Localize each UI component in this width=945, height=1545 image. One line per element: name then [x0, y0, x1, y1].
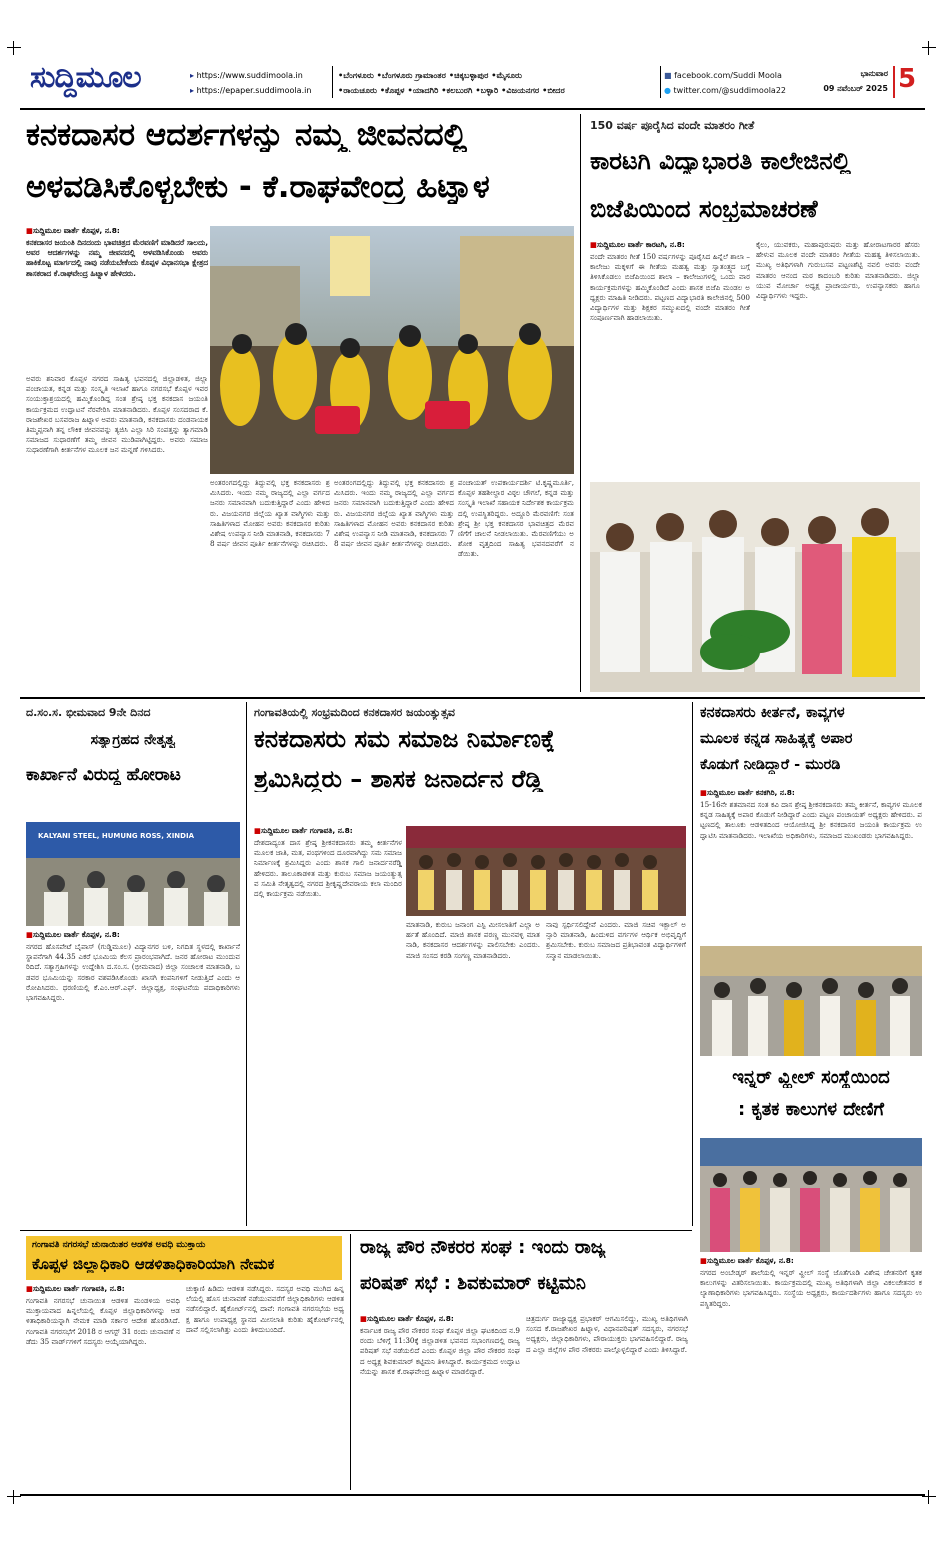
inner-wheel-photo-graphic	[700, 1138, 922, 1252]
inner-wheel-photo	[700, 1138, 922, 1252]
keertane-body: 15-16ನೇ ಶತಮಾನದ ಸಂತ ಕವಿ ದಾಸ ಶ್ರೇಷ್ಠ ಶ್ರೀಕನಕದಾಸರು ತಮ್ಮ ಕೀರ್ತನೆ, ಕಾವ್ಯಗಳ ಮೂಲಕ ಕನ್ನಡ ಸಾಹಿತ್ಯಕ್ಕೆ ಅಪಾರ ಕೊಡುಗೆ ನೀಡಿದ್ದಾರೆ ಎಂದು ಪಟ್ಟಣ ಪಂಚಾಯತ್ ಅಧ್ಯಕ್ಷರು ಹೇಳಿದರು. ಪಟ್ಟಣದಲ್ಲಿ ತಾಲೂಕು ಆಡಳಿತದಿಂದ ಆಯೋಜಿಸಿದ್ದ ಶ್ರೀ ಕನಕದಾಸರ ಜಯಂತಿ ಕಾರ್ಯಕ್ರಮ ಉದ್ಘಾಟಿಸಿ ಮಾತನಾಡಿದರು. ಇಲಾಖೆಯ ಅಧಿಕಾರಿಗಳು, ಸಮಾಜದ ಮುಖಂಡರು ಭಾಗವಹಿಸಿದ್ದರು.	[700, 800, 922, 840]
tree-planting-graphic	[590, 482, 920, 692]
state-employees-byline: ಸುದ್ದಿಮೂಲ ವಾರ್ತೆ ಕೊಪ್ಪಳ, ನ.8:	[366, 1314, 454, 1323]
page-number: 5	[898, 64, 917, 94]
twitter-link[interactable]: twitter.com/@suddimoola22	[673, 86, 787, 95]
kanakadasa-body-col1: ಅವರು ಶನಿವಾರ ಕೊಪ್ಪಳ ನಗರದ ಸಾಹಿತ್ಯ ಭವನದಲ್ಲಿ ಜಿಲ್ಲಾಡಳಿತ, ಜಿಲ್ಲಾ ಪಂಚಾಯತ, ಕನ್ನಡ ಮತ್ತು ಸಂಸ್ಕೃತಿ ಇಲಾಖೆ ಹಾಗೂ ನಗರಸಭೆ ಕೊಪ್ಪಳ ಇವರ ಸಂಯುಕ್ತಾಶ್ರಯದಲ್ಲಿ ಹಮ್ಮಿಕೊಂಡಿದ್ದ ಸಂತ ಶ್ರೇಷ್ಠ ಭಕ್ತ ಕನಕದಾಸ ಜಯಂತಿ ಕಾರ್ಯಕ್ರಮದ ಉದ್ಘಾಟನೆ ನೆರವೇರಿಸಿ ಮಾತನಾಡಿದರು. ಕೊಪ್ಪಳ ಸಂಸದರಾದ ಕೆ.ರಾಜಶೇಖರ ಬಸವರಾಜ ಹಿಟ್ನಾಳ ಅವರು ಮಾತನಾಡಿ, ಕನಕದಾಸರು ದಂಡನಾಯಕ ತಿಮ್ಮಪ್ಪನಾಗಿ ತನ್ನ ಲೌಕಿಕ ಜೀವನವನ್ನು ತ್ಯಜಿಸಿ ಎಲ್ಲಾ ಸಿರಿ ಸಂಪತ್ತನ್ನು ತ್ಯಾಗಮಾಡಿ ಸಮಾಜದ ಸುಧಾರಣೆಗೆ ತಮ್ಮ ಜೀವನ ಮುಡಿಪಾಗಿಟ್ಟಿದ್ದರು. ಅವರು ಸಮಾಜ ಸುಧಾರಣೆಗಾಗಿ ಕೀರ್ತನೆಗಳ ಮೂಲಕ ಜನ ಮನ್ನಣೆ ಗಳಿಸಿದರು.	[26, 374, 208, 455]
registration-mark	[922, 41, 936, 55]
district-collector-headline-box	[26, 1236, 342, 1280]
bheemavada-kicker: ದ.ಸಂ.ಸ. ಭೀಮವಾದ 9ನೇ ದಿನದ	[26, 706, 151, 719]
kanakadasa-col1: ■ಸುದ್ದಿಮೂಲ ವಾರ್ತೆ ಕೊಪ್ಪಳ, ನ.8: ಕನಕದಾಸರ ಜಯಂತಿ ದಿನದಂದು ಭಾವಚಿತ್ರದ ಮೆರವಣಿಗೆ ಮಾಡಿದರೆ ಸಾಲದು, ಅವರ ಆದರ್ಶಗಳನ್ನು ನಮ್ಮ ಜೀವನದಲ್ಲಿ ಅಳವಡಿಸಿಕೊಂಡು ಅವರು ಹಾಕಿಕೊಟ್ಟ ಮಾರ್ಗದಲ್ಲಿ ನಾವು ನಡೆಯಬೇಕೆಂದು ಕೊಪ್ಪಳ ವಿಧಾನಸಭಾ ಕ್ಷೇತ್ರದ ಶಾಸಕರಾದ ಕೆ.ರಾಘವೇಂದ್ರ ಹಿಟ್ನಾಳ ಹೇಳಿದರು. ಅವರು ಶನಿವಾರ ಕೊಪ್ಪಳ ನಗರದ ಸಾಹಿತ್ಯ ಭವನದಲ್ಲಿ ಜಿಲ್ಲಾಡಳಿತ, ಜಿಲ್ಲಾ ಪಂಚಾಯತ, ಕನ್ನಡ ಮತ್ತು ಸಂಸ್ಕೃತಿ ಇಲಾಖೆ ಹಾಗೂ ನಗರಸಭೆ ಕೊಪ್ಪಳ ಇವರ ಸಂಯುಕ್ತಾಶ್ರಯದಲ್ಲಿ ಹಮ್ಮಿಕೊಂಡಿದ್ದ ಸಂತ ಶ್ರೇಷ್ಠ ಭಕ್ತ ಕನಕದಾಸ ಜಯಂತಿ ಕಾರ್ಯಕ್ರಮದ ಉದ್ಘಾಟನೆ ನೆರವೇರಿಸಿ ಮಾತನಾಡಿದರು. ಕೊಪ್ಪಳ ಸಂಸದರಾದ ಕೆ.ರಾಜಶೇಖರ ಬಸವರಾಜ ಹಿಟ್ನಾಳ ಅವರು ಮಾತನಾಡಿ, ಕನಕದಾಸರು ದಂಡನಾಯಕ ತಿಮ್ಮಪ್ಪನಾಗಿ ತನ್ನ ಲೌಕಿಕ ಜೀವನವನ್ನು ತ್ಯಜಿಸಿ ಎಲ್ಲಾ ಸಿರಿ ಸಂಪತ್ತನ್ನು ತ್ಯಾಗಮಾಡಿ ಸಮಾಜದ ಸುಧಾರಣೆಗೆ ತಮ್ಮ ಜೀವನ ಮುಡಿಪಾಗಿಟ್ಟಿದ್ದರು. ಅವರು ಸಮಾಜ ಸುಧಾರಣೆಗಾಗಿ ಕೀರ್ತನೆಗಳ ಮೂಲಕ ಜನ ಮನ್ನಣೆ ಗಳಿಸಿದರು.	[26, 226, 208, 690]
twitter-icon: ●	[664, 86, 674, 95]
web-links	[190, 68, 325, 98]
felicitation-photo-graphic	[406, 826, 686, 916]
samasamaja-headline-line1: ಕನಕದಾಸರು ಸಮ ಸಮಾಜ ನಿರ್ಮಾಣಕ್ಕೆ	[254, 726, 555, 753]
state-employees-col1: ■ಸುದ್ದಿಮೂಲ ವಾರ್ತೆ ಕೊಪ್ಪಳ, ನ.8: ಕರ್ನಾಟಕ ರಾಜ್ಯ ಪೌರ ನೌಕರರ ಸಂಘ ಕೊಪ್ಪಳ ಜಿಲ್ಲಾ ಘಟಕದಿಂದ ನ.9 ರಂದು ಬೆಳಿಗ್ಗೆ 11:30ಕ್ಕೆ ಜಿಲ್ಲಾಡಳಿತ ಭವನದ ಸಭಾಂಗಣದಲ್ಲಿ ರಾಜ್ಯ ಪರಿಷತ್ ಸಭೆ ನಡೆಯಲಿದೆ ಎಂದು ಕೊಪ್ಪಳ ಜಿಲ್ಲಾ ಪೌರ ನೌಕರರ ಸಂಘದ ಅಧ್ಯಕ್ಷ ಶಿವಕುಮಾರ್ ಕಟ್ಟಿಮನಿ ತಿಳಿಸಿದ್ದಾರೆ. ಕಾರ್ಯಕ್ರಮದ ಉದ್ಘಾಟನೆಯನ್ನು ಶಾಸಕ ಕೆ.ರಾಘವೇಂದ್ರ ಹಿಟ್ನಾಳ ಮಾಡಲಿದ್ದಾರೆ.	[360, 1314, 520, 1490]
keertane-event-photo	[700, 946, 922, 1056]
vande-mataram-body-col2: ಕೈಲು, ಯುವಕರು, ಮಹಾಪುರುಷರು ಮತ್ತು ಹೋರಾಟಗಾರರ ಹೆಸರು ಹೇಳುವ ಮೂಲಕ ವಂದೇ ಮಾತರಂ ಗೀತೆಯ ಮಹತ್ವ ತಿಳಿಸಲಾಯಿತು. ಮುಖ್ಯ ಅತಿಥಿಗಳಾಗಿ ಗುರುಬಸವ ಪಟ್ಟಣಶೆಟ್ಟಿ ನವಲಿ ಅವರು ವಂದೇ ಮಾತರಂ ಆನಂದ ಮಠ ಕಾದಂಬರಿ ಕುರಿತು ಮಾತನಾಡಿದರು. ಜಿಲ್ಲಾ ಯುವ ಮೋರ್ಚಾ ಅಧ್ಯಕ್ಷ ಪ್ರಾಚಾರ್ಯರು, ಉಪನ್ಯಾಸಕರು ಹಾಗೂ ವಿದ್ಯಾರ್ಥಿಗಳು ಇದ್ದರು.	[756, 240, 920, 301]
district-collector-kicker: ಗಂಗಾವತಿ ನಗರಸಭೆ ಚುನಾಯಿತರ ಆಡಳಿತ ಅವಧಿ ಮುಕ್ತಾಯ	[32, 1240, 206, 1250]
procession-photo-graphic	[210, 226, 574, 474]
district-collector-byline: ಸುದ್ದಿಮೂಲ ವಾರ್ತೆ ಗಂಗಾವತಿ, ನ.8:	[32, 1284, 125, 1293]
kanakadasa-col2	[210, 478, 330, 678]
vande-mataram-col2	[756, 240, 920, 480]
social-links	[664, 68, 806, 98]
state-employees-body-col2: ಚಿತ್ರದುರ್ಗ ರಾಜ್ಯಾಧ್ಯಕ್ಷ ಪ್ರಭಾಕರ್ ಆಗಮಿಸಲಿದ್ದು, ಮುಖ್ಯ ಅತಿಥಿಗಳಾಗಿ ಸಂಸದ ಕೆ.ರಾಜಶೇಖರ ಹಿಟ್ನಾಳ, ವಿಧಾನಪರಿಷತ್ ಸದಸ್ಯರು, ನಗರಸಭೆ ಅಧ್ಯಕ್ಷರು, ಜಿಲ್ಲಾಧಿಕಾರಿಗಳು, ಪೌರಾಯುಕ್ತರು ಭಾಗವಹಿಸಲಿದ್ದಾರೆ. ರಾಜ್ಯದ ಎಲ್ಲಾ ಜಿಲ್ಲೆಗಳ ಪೌರ ನೌಕರರು ಪಾಲ್ಗೊಳ್ಳಲಿದ್ದಾರೆ ಎಂದು ತಿಳಿಸಿದ್ದಾರೆ.	[526, 1314, 688, 1354]
vande-mataram-kicker: 150 ವರ್ಷ ಪೂರೈಸಿದ ವಂದೇ ಮಾತರಂ ಗೀತೆ	[590, 119, 755, 132]
inner-wheel-body-wrapper: ■ಸುದ್ದಿಮೂಲ ವಾರ್ತೆ ಕೊಪ್ಪಳ, ನ.8: ನಗರದ ಅಂಬೇಡ್ಕರ್ ಶಾಲೆಯಲ್ಲಿ ಇನ್ನರ್ ವ್ಹೀಲ್ ಸಂಸ್ಥೆ ಜೊತೆಗೂಡಿ ವಿಶೇಷ ಚೇತನರಿಗೆ ಕೃತಕ ಕಾಲುಗಳನ್ನು ವಿತರಿಸಲಾಯಿತು. ಕಾರ್ಯಕ್ರಮದಲ್ಲಿ ಮುಖ್ಯ ಅತಿಥಿಗಳಾಗಿ ಜಿಲ್ಲಾ ವಿಕಲಚೇತನರ ಕಲ್ಯಾಣಾಧಿಕಾರಿಗಳು ಭಾಗವಹಿಸಿದ್ದರು. ಸಂಸ್ಥೆಯ ಅಧ್ಯಕ್ಷರು, ಕಾರ್ಯದರ್ಶಿಗಳು ಹಾಗೂ ಸದಸ್ಯರು ಉಪಸ್ಥಿತರಿದ್ದರು.	[700, 1256, 922, 1498]
samasamaja-headline-line2: ಶ್ರಮಿಸಿದ್ದರು – ಶಾಸಕ ಜನಾರ್ದನ ರೆಡ್ಡಿ	[254, 766, 544, 793]
keertane-headline-line1: ಕನಕದಾಸರು ಕೀರ್ತನೆ, ಕಾವ್ಯಗಳ	[700, 706, 845, 721]
vande-mataram-byline: ಸುದ್ದಿಮೂಲ ವಾರ್ತೆ ಕಾರಟಗಿ, ನ.8:	[596, 240, 685, 249]
samasamaja-col2	[406, 920, 540, 1222]
bheemavada-body: ನಗರದ ಹೊಸಪೇಟೆ ಬೈಪಾಸ್ (ಗುಡ್ಡಿಮೂಲ) ವಿದ್ಯಾನಗರ ಬಳಿ, ನಿಗದಿತ ಸ್ಥಳದಲ್ಲಿ ಕಾರ್ಖಾನೆ ಸ್ಥಾಪನೆಗಾಗಿ 44.35 ಎಕರೆ ಭೂಮಿಯ ಕೆಲಸ ಪ್ರಾರಂಭವಾಗಿದೆ. ಜನರ ಹೋರಾಟ ಮುಂದುವರಿದಿದೆ. ಸತ್ಯಾಗ್ರಹಿಗಳನ್ನು ಉದ್ದೇಶಿಸಿ ದ.ಸಂ.ಸ. (ಭೀಮವಾದ) ಜಿಲ್ಲಾ ಸಂಚಾಲಕ ಮಾತನಾಡಿ, ಬಡವರ ಭೂಮಿಯನ್ನು ಸರಕಾರ ವಶಪಡಿಸಿಕೊಂಡು ಖಾಸಗಿ ಕಂಪನಿಗಳಿಗೆ ನೀಡುತ್ತಿದೆ ಎಂದು ಆರೋಪಿಸಿದರು. ಧರಣಿಯಲ್ಲಿ ಕೆ.ಎಂ.ಆರ್.ಎಫ್. ಜಿಲ್ಲಾಧ್ಯಕ್ಷ, ಸಂಘಟನೆಯ ಪದಾಧಿಕಾರಿಗಳು ಭಾಗವಹಿಸಿದ್ದರು.	[26, 942, 240, 1003]
issue-date	[820, 66, 888, 96]
district-collector-body-col1: ಗಂಗಾವತಿ ನಗರಸಭೆ ಚುನಾಯಿತ ಆಡಳಿತ ಮಂಡಳಿಯ ಅವಧಿ ಮುಕ್ತಾಯವಾದ ಹಿನ್ನಲೆಯಲ್ಲಿ ಕೊಪ್ಪಳ ಜಿಲ್ಲಾಧಿಕಾರಿಗಳನ್ನು ಆಡಳಿತಾಧಿಕಾರಿಯನ್ನಾಗಿ ನೇಮಕ ಮಾಡಿ ಸರ್ಕಾರ ಆದೇಶ ಹೊರಡಿಸಿದೆ. ಗಂಗಾವತಿ ನಗರಸಭೆಗೆ 2018 ರ ಆಗಸ್ಟ್ 31 ರಂದು ಚುನಾವಣೆ ನಡೆದು 35 ವಾರ್ಡ್‌ಗಳಿಗೆ ಸದಸ್ಯರು ಆಯ್ಕೆಯಾಗಿದ್ದರು.	[26, 1296, 180, 1346]
vande-mataram-headline-line2: ಬಿಜೆಪಿಯಿಂದ ಸಂಭ್ರಮಾಚರಣೆ	[590, 196, 818, 223]
vande-mataram-body-col1: ವಂದೇ ಮಾತರಂ ಗೀತೆ 150 ವರ್ಷಗಳನ್ನು ಪೂರೈಸಿದ ಹಿನ್ನೆಲೆ ಶಾಲಾ – ಕಾಲೇಜು ಮಕ್ಕಳಿಗೆ ಈ ಗೀತೆಯ ಮಹತ್ವ ಮತ್ತು ಸ್ವಾತಂತ್ರ್ಯದ ಬಗ್ಗೆ ತಿಳಿಸಿಕೊಡಲು ಬಿಜೆಪಿಯಿಂದ ಶಾಲಾ – ಕಾಲೇಜುಗಳಲ್ಲಿ ಒಂದು ವಾರ ಕಾರ್ಯಕ್ರಮಗಳನ್ನು ಹಮ್ಮಿಕೊಂಡಿದೆ ಎಂದು ಶಾಸಕ ಬಿಜೆಪಿ ಮಂಡಲ ಅಧ್ಯಕ್ಷರು ಮಾಹಿತಿ ನೀಡಿದರು. ಪಟ್ಟಣದ ವಿದ್ಯಾಭಾರತಿ ಕಾಲೇಜಿನಲ್ಲಿ 500 ವಿದ್ಯಾರ್ಥಿಗಳ ಮತ್ತು ಶಿಕ್ಷಕರ ಸಮ್ಮುಖದಲ್ಲಿ ವಂದೇ ಮಾತರಂ ಗೀತೆ ಸಂಪೂರ್ಣವಾಗಿ ಹಾಡಲಾಯಿತು.	[590, 252, 750, 323]
globe-icon: ▸	[190, 71, 197, 80]
samasamaja-col1: ■ಸುದ್ದಿಮೂಲ ವಾರ್ತೆ ಗಂಗಾವತಿ, ನ.8: ದೇಶದಾದ್ಯಂತ ದಾಸ ಶ್ರೇಷ್ಠ ಶ್ರೀಕನಕದಾಸರು ತಮ್ಮ ಕೀರ್ತನೆಗಳ ಮೂಲಕ ಜಾತಿ, ಮತ, ಪಂಥಗಳಿಂದ ದೂರವಾಗಿದ್ದು ಸಮ ಸಮಾಜ ನಿರ್ಮಾಣಕ್ಕೆ ಶ್ರಮಿಸಿದ್ದರು ಎಂದು ಶಾಸಕ ಗಾಲಿ ಜನಾರ್ದನರೆಡ್ಡಿ ಹೇಳಿದರು. ತಾಲೂಕಾಡಳಿತ ಮತ್ತು ಕುರುಬ ಸಮಾಜ ಜಯಂತ್ಯುತ್ಸವ ಸಮಿತಿ ನೇತೃತ್ವದಲ್ಲಿ ನಗರದ ಶ್ರೀಕೃಷ್ಣದೇವರಾಯ ಕಲಾ ಮಂದಿರದಲ್ಲಿ ಕಾರ್ಯಕ್ರಮ ನಡೆಯಿತು.	[254, 826, 402, 1226]
samasamaja-body-col1: ದೇಶದಾದ್ಯಂತ ದಾಸ ಶ್ರೇಷ್ಠ ಶ್ರೀಕನಕದಾಸರು ತಮ್ಮ ಕೀರ್ತನೆಗಳ ಮೂಲಕ ಜಾತಿ, ಮತ, ಪಂಥಗಳಿಂದ ದೂರವಾಗಿದ್ದು ಸಮ ಸಮಾಜ ನಿರ್ಮಾಣಕ್ಕೆ ಶ್ರಮಿಸಿದ್ದರು ಎಂದು ಶಾಸಕ ಗಾಲಿ ಜನಾರ್ದನರೆಡ್ಡಿ ಹೇಳಿದರು. ತಾಲೂಕಾಡಳಿತ ಮತ್ತು ಕುರುಬ ಸಮಾಜ ಜಯಂತ್ಯುತ್ಸವ ಸಮಿತಿ ನೇತೃತ್ವದಲ್ಲಿ ನಗರದ ಶ್ರೀಕೃಷ್ಣದೇವರಾಯ ಕಲಾ ಮಂದಿರದಲ್ಲಿ ಕಾರ್ಯಕ್ರಮ ನಡೆಯಿತು.	[254, 838, 402, 899]
vande-mataram-headline-line1: ಕಾರಟಗಿ ವಿದ್ಯಾಭಾರತಿ ಕಾಲೇಜಿನಲ್ಲಿ	[590, 148, 851, 175]
district-collector-headline: ಕೊಪ್ಪಳ ಜಿಲ್ಲಾಧಿಕಾರಿ ಆಡಳಿತಾಧಿಕಾರಿಯಾಗಿ ನೇಮಕ	[32, 1256, 275, 1273]
website-link[interactable]: https://www.suddimoola.in	[196, 71, 303, 80]
inner-wheel-byline: ಸುದ್ದಿಮೂಲ ವಾರ್ತೆ ಕೊಪ್ಪಳ, ನ.8:	[706, 1256, 794, 1265]
inner-wheel-body: ನಗರದ ಅಂಬೇಡ್ಕರ್ ಶಾಲೆಯಲ್ಲಿ ಇನ್ನರ್ ವ್ಹೀಲ್ ಸಂಸ್ಥೆ ಜೊತೆಗೂಡಿ ವಿಶೇಷ ಚೇತನರಿಗೆ ಕೃತಕ ಕಾಲುಗಳನ್ನು ವಿತರಿಸಲಾಯಿತು. ಕಾರ್ಯಕ್ರಮದಲ್ಲಿ ಮುಖ್ಯ ಅತಿಥಿಗಳಾಗಿ ಜಿಲ್ಲಾ ವಿಕಲಚೇತನರ ಕಲ್ಯಾಣಾಧಿಕಾರಿಗಳು ಭಾಗವಹಿಸಿದ್ದರು. ಸಂಸ್ಥೆಯ ಅಧ್ಯಕ್ಷರು, ಕಾರ್ಯದರ್ಶಿಗಳು ಹಾಗೂ ಸದಸ್ಯರು ಉಪಸ್ಥಿತರಿದ್ದರು.	[700, 1268, 922, 1308]
protest-banner-text: KALYANI STEEL, HUMUNG ROSS, XINDIA	[38, 832, 194, 840]
issue-day: ಭಾನುವಾರ	[860, 69, 888, 78]
bheemavada-body-wrapper: ■ಸುದ್ದಿಮೂಲ ವಾರ್ತೆ ಕೊಪ್ಪಳ, ನ.8: ನಗರದ ಹೊಸಪೇಟೆ ಬೈಪಾಸ್ (ಗುಡ್ಡಿಮೂಲ) ವಿದ್ಯಾನಗರ ಬಳಿ, ನಿಗದಿತ ಸ್ಥಳದಲ್ಲಿ ಕಾರ್ಖಾನೆ ಸ್ಥಾಪನೆಗಾಗಿ 44.35 ಎಕರೆ ಭೂಮಿಯ ಕೆಲಸ ಪ್ರಾರಂಭವಾಗಿದೆ. ಜನರ ಹೋರಾಟ ಮುಂದುವರಿದಿದೆ. ಸತ್ಯಾಗ್ರಹಿಗಳನ್ನು ಉದ್ದೇಶಿಸಿ ದ.ಸಂ.ಸ. (ಭೀಮವಾದ) ಜಿಲ್ಲಾ ಸಂಚಾಲಕ ಮಾತನಾಡಿ, ಬಡವರ ಭೂಮಿಯನ್ನು ಸರಕಾರ ವಶಪಡಿಸಿಕೊಂಡು ಖಾಸಗಿ ಕಂಪನಿಗಳಿಗೆ ನೀಡುತ್ತಿದೆ ಎಂದು ಆರೋಪಿಸಿದರು. ಧರಣಿಯಲ್ಲಿ ಕೆ.ಎಂ.ಆರ್.ಎಫ್. ಜಿಲ್ಲಾಧ್ಯಕ್ಷ, ಸಂಘಟನೆಯ ಪದಾಧಿಕಾರಿಗಳು ಭಾಗವಹಿಸಿದ್ದರು.	[26, 930, 240, 1232]
state-employees-headline-line2: ಪರಿಷತ್ ಸಭೆ : ಶಿವಕುಮಾರ್ ಕಟ್ಟಿಮನಿ	[360, 1274, 586, 1294]
keertane-photo-graphic	[700, 946, 922, 1056]
kanakadasa-body-col2b: ಅಂತರಂಗದಲ್ಲಿದ್ದು ತಿದ್ದುವಲ್ಲಿ ಭಕ್ತ ಕನಕದಾಸರು ಶ್ರಮಿಸಿದರು. ಇಂದು ನಮ್ಮ ರಾಜ್ಯದಲ್ಲಿ ಎಲ್ಲಾ ವರ್ಗದ ಜನರು ಸಮಾನವಾಗಿ ಬದುಕುತ್ತಿದ್ದಾರೆ ಎಂದು ಹೇಳಿದರು. ವಿಜಯನಗರ ಜಿಲ್ಲೆಯ ಖ್ಯಾತ ವಾಗ್ಮಿಗಳು ಮತ್ತು ಸಾಹಿತಿಗಳಾದ ಮೋಹನ ಅವರು ಕನಕದಾಸರ ಕುರಿತು ವಿಶೇಷ ಉಪನ್ಯಾಸ ನೀಡಿ ಮಾತನಾಡಿ, ಕನಕದಾಸರು 78 ವರ್ಷ ಜೀವನ ಪೂರ್ತಿ ಕೀರ್ತನೆಗಳನ್ನು ರಚಿಸಿದರು.	[334, 478, 454, 549]
bheemavada-protest-photo	[26, 822, 240, 926]
keertane-headline-line3: ಕೊಡುಗೆ ನೀಡಿದ್ದಾರೆ - ಮುರಡಿ	[700, 758, 841, 773]
district-collector-col2	[186, 1284, 344, 1490]
state-employees-body-col1: ಕರ್ನಾಟಕ ರಾಜ್ಯ ಪೌರ ನೌಕರರ ಸಂಘ ಕೊಪ್ಪಳ ಜಿಲ್ಲಾ ಘಟಕದಿಂದ ನ.9 ರಂದು ಬೆಳಿಗ್ಗೆ 11:30ಕ್ಕೆ ಜಿಲ್ಲಾಡಳಿತ ಭವನದ ಸಭಾಂಗಣದಲ್ಲಿ ರಾಜ್ಯ ಪರಿಷತ್ ಸಭೆ ನಡೆಯಲಿದೆ ಎಂದು ಕೊಪ್ಪಳ ಜಿಲ್ಲಾ ಪೌರ ನೌಕರರ ಸಂಘದ ಅಧ್ಯಕ್ಷ ಶಿವಕುಮಾರ್ ಕಟ್ಟಿಮನಿ ತಿಳಿಸಿದ್ದಾರೆ. ಕಾರ್ಯಕ್ರಮದ ಉದ್ಘಾಟನೆಯನ್ನು ಶಾಸಕ ಕೆ.ರಾಘವೇಂದ್ರ ಹಿಟ್ನಾಳ ಮಾಡಲಿದ್ದಾರೆ.	[360, 1326, 520, 1376]
kanakadasa-byline: ಸುದ್ದಿಮೂಲ ವಾರ್ತೆ ಕೊಪ್ಪಳ, ನ.8:	[32, 226, 120, 235]
bheemavada-kicker2: ಸತ್ಯಾಗ್ರಹದ ನೇತೃತ್ವ	[90, 732, 176, 748]
samasamaja-body-col2: ಮಾತನಾಡಿ, ಕುರುಬ ಜನಾಂಗ ಎಸ್ಟಿ ಮೀಸಲಾತಿಗೆ ಎಲ್ಲಾ ಅರ್ಹತೆ ಹೊಂದಿದೆ. ಮಾಜಿ ಶಾಸಕ ಪರಣ್ಣ ಮುನವಳ್ಳಿ ಮಾತನಾಡಿ, ಕನಕದಾಸರ ಆದರ್ಶಗಳನ್ನು ಪಾಲಿಸಬೇಕು ಎಂದರು. ಮಾಜಿ ಸಂಸದ ಕರಡಿ ಸಂಗಣ್ಣ ಮಾತನಾಡಿದರು.	[406, 920, 540, 960]
samasamaja-felicitation-photo	[406, 826, 686, 916]
inner-wheel-headline-line2: : ಕೃತಕ ಕಾಲುಗಳ ದೇಣಿಗೆ	[738, 1100, 884, 1120]
registration-mark	[7, 1490, 21, 1504]
district-collector-col1: ■ಸುದ್ದಿಮೂಲ ವಾರ್ತೆ ಗಂಗಾವತಿ, ನ.8: ಗಂಗಾವತಿ ನಗರಸಭೆ ಚುನಾಯಿತ ಆಡಳಿತ ಮಂಡಳಿಯ ಅವಧಿ ಮುಕ್ತಾಯವಾದ ಹಿನ್ನಲೆಯಲ್ಲಿ ಕೊಪ್ಪಳ ಜಿಲ್ಲಾಧಿಕಾರಿಗಳನ್ನು ಆಡಳಿತಾಧಿಕಾರಿಯನ್ನಾಗಿ ನೇಮಕ ಮಾಡಿ ಸರ್ಕಾರ ಆದೇಶ ಹೊರಡಿಸಿದೆ. ಗಂಗಾವತಿ ನಗರಸಭೆಗೆ 2018 ರ ಆಗಸ್ಟ್ 31 ರಂದು ಚುನಾವಣೆ ನಡೆದು 35 ವಾರ್ಡ್‌ಗಳಿಗೆ ಸದಸ್ಯರು ಆಯ್ಕೆಯಾಗಿದ್ದರು.	[26, 1284, 180, 1492]
city-editions-row1: •ಬೆಂಗಳೂರು •ಬೆಂಗಳೂರು ಗ್ರಾಮಾಂತರ •ಚಿಕ್ಕಬಳ್ಳಾಪುರ •ಮೈಸೂರು	[338, 70, 522, 80]
facebook-link[interactable]: facebook.com/Suddi Moola	[674, 71, 782, 80]
globe-icon: ▸	[190, 86, 197, 95]
samasamaja-body-col3: ನಾವು ಸ್ಪರ್ಧಿಸಲಿದ್ದೇವೆ ಎಂದರು. ಮಾಜಿ ಸಚಿವ ಇಕ್ಬಾಲ್ ಅನ್ಸಾರಿ ಮಾತನಾಡಿ, ಹಿಂದುಳಿದ ವರ್ಗಗಳ ಆರ್ಥಿಕ ಅಭಿವೃದ್ಧಿಗೆ ಶ್ರಮಿಸಬೇಕು. ಕುರುಬ ಸಮಾಜದ ಪ್ರತಿಭಾವಂತ ವಿದ್ಯಾರ್ಥಿಗಳಿಗೆ ಸನ್ಮಾನ ಮಾಡಲಾಯಿತು.	[546, 920, 686, 960]
kanakadasa-procession-photo	[210, 226, 574, 474]
kanakadasa-body-col3: ಪಂಚಾಯತ್ ಉಪಕಾರ್ಯದರ್ಶಿ ಟಿ.ಕೃಷ್ಣಮೂರ್ತಿ, ಕೊಪ್ಪಳ ತಹಶೀಲ್ದಾರ ವಿಠ್ಠಲ ಚೌಗಲೆ, ಕನ್ನಡ ಮತ್ತು ಸಂಸ್ಕೃತಿ ಇಲಾಖೆ ಸಹಾಯಕ ನಿರ್ದೇಶಕ ಕಾರ್ಯಕ್ರಮದಲ್ಲಿ ಉಪಸ್ಥಿತರಿದ್ದರು. ಅದ್ದೂರಿ ಮೆರವಣಿಗೆ: ಸಂತ ಶ್ರೇಷ್ಠ ಶ್ರೀ ಭಕ್ತ ಕನಕದಾಸರ ಭಾವಚಿತ್ರದ ಮೆರವಣಿಗೆಗೆ ಚಾಲನೆ ನೀಡಲಾಯಿತು. ಮೆರವಣಿಗೆಯು ಅಶೋಕ ವೃತ್ತದಿಂದ ಸಾಹಿತ್ಯ ಭವನದವರೆಗೆ ನಡೆಯಿತು.	[458, 478, 574, 559]
keertane-byline: ಸುದ್ದಿಮೂಲ ವಾರ್ತೆ ಕನಕಗಿರಿ, ನ.8:	[706, 788, 795, 797]
bheemavada-headline: ಕಾರ್ಖಾನೆ ವಿರುದ್ಧ ಹೋರಾಟ	[26, 766, 181, 785]
state-employees-col2	[526, 1314, 688, 1488]
kanakadasa-lead: ಕನಕದಾಸರ ಜಯಂತಿ ದಿನದಂದು ಭಾವಚಿತ್ರದ ಮೆರವಣಿಗೆ ಮಾಡಿದರೆ ಸಾಲದು, ಅವರ ಆದರ್ಶಗಳನ್ನು ನಮ್ಮ ಜೀವನದಲ್ಲಿ ಅಳವಡಿಸಿಕೊಂಡು ಅವರು ಹಾಕಿಕೊಟ್ಟ ಮಾರ್ಗದಲ್ಲಿ ನಾವು ನಡೆಯಬೇಕೆಂದು ಕೊಪ್ಪಳ ವಿಧಾನಸಭಾ ಕ್ಷೇತ್ರದ ಶಾಸಕರಾದ ಕೆ.ರಾಘವೇಂದ್ರ ಹಿಟ್ನಾಳ ಹೇಳಿದರು.	[26, 238, 208, 278]
state-employees-headline-line1: ರಾಜ್ಯ ಪೌರ ನೌಕರರ ಸಂಘ : ಇಂದು ರಾಜ್ಯ	[360, 1238, 606, 1258]
keertane-body-wrapper: ■ಸುದ್ದಿಮೂಲ ವಾರ್ತೆ ಕನಕಗಿರಿ, ನ.8: 15-16ನೇ ಶತಮಾನದ ಸಂತ ಕವಿ ದಾಸ ಶ್ರೇಷ್ಠ ಶ್ರೀಕನಕದಾಸರು ತಮ್ಮ ಕೀರ್ತನೆ, ಕಾವ್ಯಗಳ ಮೂಲಕ ಕನ್ನಡ ಸಾಹಿತ್ಯಕ್ಕೆ ಅಪಾರ ಕೊಡುಗೆ ನೀಡಿದ್ದಾರೆ ಎಂದು ಪಟ್ಟಣ ಪಂಚಾಯತ್ ಅಧ್ಯಕ್ಷರು ಹೇಳಿದರು. ಪಟ್ಟಣದಲ್ಲಿ ತಾಲೂಕು ಆಡಳಿತದಿಂದ ಆಯೋಜಿಸಿದ್ದ ಶ್ರೀ ಕನಕದಾಸರ ಜಯಂತಿ ಕಾರ್ಯಕ್ರಮ ಉದ್ಘಾಟಿಸಿ ಮಾತನಾಡಿದರು. ಇಲಾಖೆಯ ಅಧಿಕಾರಿಗಳು, ಸಮಾಜದ ಮುಖಂಡರು ಭಾಗವಹಿಸಿದ್ದರು.	[700, 788, 922, 950]
kanakadasa-col3	[458, 478, 574, 678]
inner-wheel-headline-line1: ಇನ್ನರ್ ವ್ಹೀಲ್ ಸಂಸ್ಥೆಯಿಂದ	[732, 1068, 890, 1088]
masthead-logo: ಸುದ್ದಿಮೂಲ	[30, 60, 141, 95]
city-editions-row2: •ರಾಯಚೂರು •ಕೊಪ್ಪಳ •ಯಾದಗಿರಿ •ಕಲಬುರಗಿ •ಬಳ್ಳಾರಿ •ವಿಜಯನಗರ •ಬೀದರ	[338, 85, 565, 95]
kanakadasa-body-col2: ಅಂತರಂಗದಲ್ಲಿದ್ದು ತಿದ್ದುವಲ್ಲಿ ಭಕ್ತ ಕನಕದಾಸರು ಶ್ರಮಿಸಿದರು. ಇಂದು ನಮ್ಮ ರಾಜ್ಯದಲ್ಲಿ ಎಲ್ಲಾ ವರ್ಗದ ಜನರು ಸಮಾನವಾಗಿ ಬದುಕುತ್ತಿದ್ದಾರೆ ಎಂದು ಹೇಳಿದರು. ವಿಜಯನಗರ ಜಿಲ್ಲೆಯ ಖ್ಯಾತ ವಾಗ್ಮಿಗಳು ಮತ್ತು ಸಾಹಿತಿಗಳಾದ ಮೋಹನ ಅವರು ಕನಕದಾಸರ ಕುರಿತು ವಿಶೇಷ ಉಪನ್ಯಾಸ ನೀಡಿ ಮಾತನಾಡಿ, ಕನಕದಾಸರು 78 ವರ್ಷ ಜೀವನ ಪೂರ್ತಿ ಕೀರ್ತನೆಗಳನ್ನು ರಚಿಸಿದರು.	[210, 478, 330, 549]
keertane-headline-line2: ಮೂಲಕ ಕನ್ನಡ ಸಾಹಿತ್ಯಕ್ಕೆ ಅಪಾರ	[700, 732, 853, 747]
samasamaja-kicker: ಗಂಗಾವತಿಯಲ್ಲಿ ಸಂಭ್ರಮದಿಂದ ಕನಕದಾಸರ ಜಯಂತ್ಯುತ್ಸವ	[254, 706, 455, 719]
kanakadasa-headline-line1: ಕನಕದಾಸರ ಆದರ್ಶಗಳನ್ನು ನಮ್ಮ ಜೀವನದಲ್ಲಿ	[26, 118, 468, 153]
bheemavada-byline: ಸುದ್ದಿಮೂಲ ವಾರ್ತೆ ಕೊಪ್ಪಳ, ನ.8:	[32, 930, 120, 939]
issue-date-text: 09 ನವೆಂಬರ್ 2025	[823, 84, 888, 93]
samasamaja-byline: ಸುದ್ದಿಮೂಲ ವಾರ್ತೆ ಗಂಗಾವತಿ, ನ.8:	[260, 826, 353, 835]
vande-mataram-col1: ■ಸುದ್ದಿಮೂಲ ವಾರ್ತೆ ಕಾರಟಗಿ, ನ.8: ವಂದೇ ಮಾತರಂ ಗೀತೆ 150 ವರ್ಷಗಳನ್ನು ಪೂರೈಸಿದ ಹಿನ್ನೆಲೆ ಶಾಲಾ – ಕಾಲೇಜು ಮಕ್ಕಳಿಗೆ ಈ ಗೀತೆಯ ಮಹತ್ವ ಮತ್ತು ಸ್ವಾತಂತ್ರ್ಯದ ಬಗ್ಗೆ ತಿಳಿಸಿಕೊಡಲು ಬಿಜೆಪಿಯಿಂದ ಶಾಲಾ – ಕಾಲೇಜುಗಳಲ್ಲಿ ಒಂದು ವಾರ ಕಾರ್ಯಕ್ರಮಗಳನ್ನು ಹಮ್ಮಿಕೊಂಡಿದೆ ಎಂದು ಶಾಸಕ ಬಿಜೆಪಿ ಮಂಡಲ ಅಧ್ಯಕ್ಷರು ಮಾಹಿತಿ ನೀಡಿದರು. ಪಟ್ಟಣದ ವಿದ್ಯಾಭಾರತಿ ಕಾಲೇಜಿನಲ್ಲಿ 500 ವಿದ್ಯಾರ್ಥಿಗಳ ಮತ್ತು ಶಿಕ್ಷಕರ ಸಮ್ಮುಖದಲ್ಲಿ ವಂದೇ ಮಾತರಂ ಗೀತೆ ಸಂಪೂರ್ಣವಾಗಿ ಹಾಡಲಾಯಿತು.	[590, 240, 750, 478]
registration-mark	[7, 41, 21, 55]
kanakadasa-headline-line2: ಅಳವಡಿಸಿಕೊಳ್ಳಬೇಕು - ಕೆ.ರಾಘವೇಂದ್ರ ಹಿಟ್ನಾಳ	[26, 170, 490, 205]
city-editions	[338, 68, 658, 98]
samasamaja-col3	[546, 920, 686, 1222]
facebook-icon: ■	[664, 71, 675, 80]
vande-mataram-tree-planting-photo	[590, 482, 920, 692]
epaper-link[interactable]: https://epaper.suddimoola.in	[196, 86, 312, 95]
kanakadasa-col2b	[334, 478, 454, 678]
district-collector-body-col2: ಚುಕ್ಕಾಣಿ ಹಿಡಿದು ಆಡಳಿತ ನಡೆಸಿದ್ದರು. ಸದಸ್ಯರ ಅವಧಿ ಮುಗಿದ ಹಿನ್ನಲೆಯಲ್ಲಿ ಹೊಸ ಚುನಾವಣೆ ನಡೆಯುವವರೆಗೆ ಜಿಲ್ಲಾಧಿಕಾರಿಗಳು ಆಡಳಿತ ನಡೆಸಲಿದ್ದಾರೆ. ಹೈಕೋರ್ಟ್‌ನಲ್ಲಿ ದಾವೆ: ಗಂಗಾವತಿ ನಗರಸಭೆಯ ಅಧ್ಯಕ್ಷ ಹಾಗೂ ಉಪಾಧ್ಯಕ್ಷ ಸ್ಥಾನದ ಮೀಸಲಾತಿ ಕುರಿತು ಹೈಕೋರ್ಟ್‌ನಲ್ಲಿ ದಾವೆ ಸಲ್ಲಿಸಲಾಗಿತ್ತು ಎಂದು ತಿಳಿದುಬಂದಿದೆ.	[186, 1284, 344, 1334]
registration-mark	[922, 1490, 936, 1504]
